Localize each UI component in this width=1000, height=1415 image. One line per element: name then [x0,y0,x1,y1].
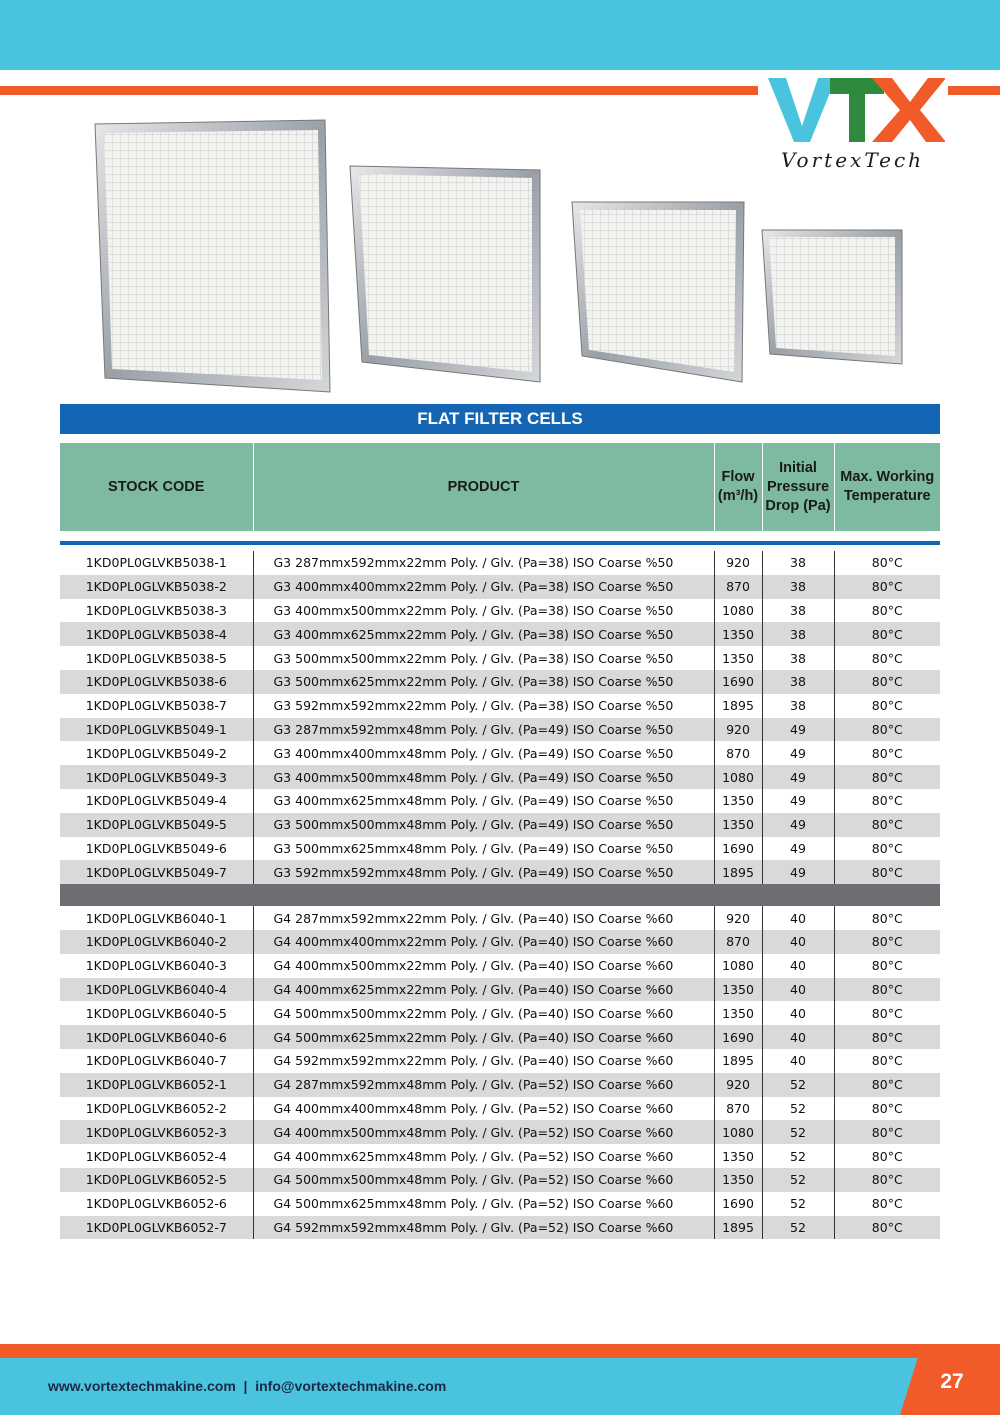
stock-code-cell: 1KD0PL0GLVKB5038-2 [60,575,253,599]
temperature-cell: 80°C [834,1120,940,1144]
table-row [60,694,940,718]
temperature-cell: 80°C [834,1049,940,1073]
stock-code-cell: 1KD0PL0GLVKB6052-4 [85,1148,227,1164]
stock-code-cell: 1KD0PL0GLVKB5038-3 [85,602,227,618]
filter-cell-large [95,120,330,392]
table-row [60,978,940,1002]
product-cell: G3 500mmx500mmx22mm Poly. / Glv. (Pa=38) ISO Coarse %50 [253,646,714,670]
table-row [60,860,940,884]
flow-cell: 870 [714,930,762,954]
product-cell: G4 500mmx625mmx48mm Poly. / Glv. (Pa=52) ISO Coarse %60 [253,1192,714,1216]
product-cell: G4 400mmx500mmx48mm Poly. / Glv. (Pa=52) ISO Coarse %60 [253,1120,714,1144]
product-cell: G4 592mmx592mmx22mm Poly. / Glv. (Pa=40) ISO Coarse %60 [253,1049,714,1073]
pressure-drop-cell: 49 [762,837,834,861]
stock-code-cell: 1KD0PL0GLVKB6040-1 [85,910,227,926]
table-row [60,718,940,742]
table-row [60,622,940,646]
stock-code-cell: 1KD0PL0GLVKB5049-2 [85,745,227,761]
flat-filter-cells-table [60,443,940,1239]
pressure-drop-cell: 49 [762,741,834,765]
temperature-cell: 80°C [834,646,940,670]
stock-code-cell: 1KD0PL0GLVKB6040-6 [60,1025,253,1049]
filter-cell-smallest [762,230,902,364]
stock-code-cell: 1KD0PL0GLVKB6040-4 [60,978,253,1002]
product-cell: G3 400mmx400mmx48mm Poly. / Glv. (Pa=49) ISO Coarse %50 [253,741,714,765]
header-temp-line2: Temperature [843,488,931,504]
flow-cell: 1690 [714,837,762,861]
pressure-drop-cell: 38 [762,551,834,575]
table-row [60,1097,940,1121]
temperature-cell: 80°C [834,1144,940,1168]
flow-cell: 1350 [714,646,762,670]
table-row [60,1120,940,1144]
flow-cell: 1080 [714,1120,762,1144]
flow-cell: 870 [714,741,762,765]
table-header-row [60,443,940,531]
temperature-cell: 80°C [834,1073,940,1097]
stock-code-cell: 1KD0PL0GLVKB6040-3 [85,958,227,974]
pressure-drop-cell: 40 [762,978,834,1002]
pressure-drop-cell: 52 [762,1073,834,1097]
filter-cell-medium [350,166,540,382]
product-cell: G3 592mmx592mmx48mm Poly. / Glv. (Pa=49) ISO Coarse %50 [253,860,714,884]
table-row [60,906,940,930]
temperature-cell: 80°C [834,813,940,837]
temperature-cell: 80°C [834,837,940,861]
pressure-drop-cell: 49 [762,860,834,884]
flow-cell: 1895 [714,694,762,718]
temperature-cell: 80°C [834,694,940,718]
table-row [60,1168,940,1192]
stock-code-cell: 1KD0PL0GLVKB6040-2 [60,930,253,954]
stock-code-cell: 1KD0PL0GLVKB6052-3 [60,1120,253,1144]
pressure-drop-cell: 40 [762,954,834,978]
pressure-drop-cell: 52 [762,1144,834,1168]
pressure-drop-cell: 38 [762,622,834,646]
temperature-cell: 80°C [834,930,940,954]
table-row [60,670,940,694]
pressure-drop-cell: 40 [762,1001,834,1025]
temperature-cell: 80°C [834,1025,940,1049]
table-row [60,1049,940,1073]
product-cell: G3 500mmx500mmx48mm Poly. / Glv. (Pa=49) ISO Coarse %50 [253,813,714,837]
temperature-cell: 80°C [834,954,940,978]
brand-name: VortexTech [780,148,925,172]
flow-cell: 1350 [714,789,762,813]
product-cell: G4 500mmx500mmx22mm Poly. / Glv. (Pa=40) ISO Coarse %60 [253,1001,714,1025]
temperature-cell: 80°C [834,670,940,694]
flow-cell: 1350 [714,1144,762,1168]
flow-cell: 1080 [714,765,762,789]
header-stock-code: STOCK CODE [60,443,253,531]
table-row [60,1025,940,1049]
header-pressure-line3: Drop (Pa) [765,497,831,514]
flow-cell: 1895 [714,1049,762,1073]
flat-filter-cells-product-image [80,110,920,400]
pressure-drop-cell: 52 [762,1216,834,1240]
pressure-drop-cell: 40 [762,906,834,930]
product-cell: G4 400mmx625mmx22mm Poly. / Glv. (Pa=40) ISO Coarse %60 [253,978,714,1002]
pressure-drop-cell: 49 [762,813,834,837]
header-pressure-line2: Pressure [766,478,830,495]
temperature-cell: 80°C [834,741,940,765]
flow-cell: 1690 [714,1025,762,1049]
stock-code-cell: 1KD0PL0GLVKB6052-7 [60,1216,253,1240]
temperature-cell: 80°C [834,1216,940,1240]
group-divider [60,884,940,906]
header-product: PRODUCT [253,443,714,531]
flow-cell: 1690 [714,670,762,694]
product-cell: G3 400mmx500mmx48mm Poly. / Glv. (Pa=49) ISO Coarse %50 [253,765,714,789]
header-pressure-line1: Initial [779,459,817,476]
product-cell: G3 287mmx592mmx22mm Poly. / Glv. (Pa=38) ISO Coarse %50 [253,551,714,575]
header-accent-line-left [0,86,758,95]
table-row [60,599,940,623]
product-cell: G4 287mmx592mmx22mm Poly. / Glv. (Pa=40) ISO Coarse %60 [253,906,714,930]
table-row [60,1073,940,1097]
header-accent-line-right [948,86,1000,95]
pressure-drop-cell: 40 [762,930,834,954]
product-cell: G4 400mmx400mmx22mm Poly. / Glv. (Pa=40) ISO Coarse %60 [253,930,714,954]
flow-cell: 1895 [714,1216,762,1240]
flow-cell: 920 [714,1073,762,1097]
stock-code-cell: 1KD0PL0GLVKB5038-6 [60,670,253,694]
table-row [60,765,940,789]
temperature-cell: 80°C [834,789,940,813]
product-cell: G4 500mmx500mmx48mm Poly. / Glv. (Pa=52) ISO Coarse %60 [253,1168,714,1192]
product-cell: G3 400mmx400mmx22mm Poly. / Glv. (Pa=38) ISO Coarse %50 [253,575,714,599]
stock-code-cell: 1KD0PL0GLVKB6052-5 [60,1168,253,1192]
header-flow [714,443,762,531]
pressure-drop-cell: 52 [762,1120,834,1144]
temperature-cell: 80°C [834,978,940,1002]
stock-code-cell: 1KD0PL0GLVKB6052-2 [85,1100,227,1116]
pressure-drop-cell: 49 [762,765,834,789]
pressure-drop-cell: 52 [762,1192,834,1216]
product-cell: G3 400mmx625mmx22mm Poly. / Glv. (Pa=38) ISO Coarse %50 [253,622,714,646]
pressure-drop-cell: 38 [762,646,834,670]
flow-cell: 1350 [714,813,762,837]
flow-cell: 1350 [714,622,762,646]
section-title: FLAT FILTER CELLS [60,404,940,434]
stock-code-cell: 1KD0PL0GLVKB6052-1 [60,1073,253,1097]
pressure-drop-cell: 40 [762,1049,834,1073]
table-spacer [60,531,940,541]
pressure-drop-cell: 49 [762,789,834,813]
table-row [60,741,940,765]
header-temp-line1: Max. Working [840,469,935,485]
stock-code-cell: 1KD0PL0GLVKB5038-4 [60,622,253,646]
stock-code-cell: 1KD0PL0GLVKB6040-7 [85,1053,227,1069]
temperature-cell: 80°C [834,1192,940,1216]
header-flow-line2: (m³/h) [717,488,759,504]
table-row [60,813,940,837]
temperature-cell: 80°C [834,1168,940,1192]
flow-cell: 1350 [714,978,762,1002]
temperature-cell: 80°C [834,599,940,623]
table-row [60,1144,940,1168]
flow-cell: 920 [714,718,762,742]
product-cell: G3 400mmx625mmx48mm Poly. / Glv. (Pa=49) ISO Coarse %50 [253,789,714,813]
pressure-drop-cell: 49 [762,718,834,742]
stock-code-cell: 1KD0PL0GLVKB5049-1 [60,718,253,742]
temperature-cell: 80°C [834,1001,940,1025]
stock-code-cell: 1KD0PL0GLVKB5049-3 [60,765,253,789]
header-initial-pressure-drop [762,443,834,531]
flow-cell: 1080 [714,599,762,623]
table-row [60,930,940,954]
table-row [60,575,940,599]
temperature-cell: 80°C [834,906,940,930]
table-row [60,646,940,670]
flow-cell: 920 [714,906,762,930]
table-row [60,1001,940,1025]
stock-code-cell: 1KD0PL0GLVKB5049-5 [60,813,253,837]
page-number: 27 [940,1370,964,1393]
header-band [0,0,1000,70]
flow-cell: 920 [714,551,762,575]
table-row [60,954,940,978]
flow-cell: 870 [714,1097,762,1121]
table-row [60,789,940,813]
product-cell: G4 500mmx625mmx22mm Poly. / Glv. (Pa=40) ISO Coarse %60 [253,1025,714,1049]
stock-code-cell: 1KD0PL0GLVKB6040-5 [85,1005,227,1021]
temperature-cell: 80°C [834,622,940,646]
table-row [60,1192,940,1216]
pressure-drop-cell: 38 [762,670,834,694]
stock-code-cell: 1KD0PL0GLVKB5038-7 [85,698,227,714]
pressure-drop-cell: 38 [762,575,834,599]
stock-code-cell: 1KD0PL0GLVKB5049-4 [85,793,227,809]
product-cell: G3 592mmx592mmx22mm Poly. / Glv. (Pa=38) ISO Coarse %50 [253,694,714,718]
stock-code-cell: 1KD0PL0GLVKB5038-1 [85,555,227,571]
pressure-drop-cell: 52 [762,1168,834,1192]
product-cell: G4 400mmx500mmx22mm Poly. / Glv. (Pa=40) ISO Coarse %60 [253,954,714,978]
table-row [60,837,940,861]
stock-code-cell: 1KD0PL0GLVKB5049-7 [60,860,253,884]
table-row [60,1216,940,1240]
product-cell: G4 400mmx400mmx48mm Poly. / Glv. (Pa=52) ISO Coarse %60 [253,1097,714,1121]
stock-code-cell: 1KD0PL0GLVKB5038-5 [85,650,227,666]
temperature-cell: 80°C [834,718,940,742]
stock-code-cell: 1KD0PL0GLVKB5049-6 [85,840,227,856]
pressure-drop-cell: 38 [762,694,834,718]
product-cell: G4 592mmx592mmx48mm Poly. / Glv. (Pa=52) ISO Coarse %60 [253,1216,714,1240]
pressure-drop-cell: 38 [762,599,834,623]
product-cell: G3 500mmx625mmx22mm Poly. / Glv. (Pa=38) ISO Coarse %50 [253,670,714,694]
flow-cell: 1895 [714,860,762,884]
stock-code-cell: 1KD0PL0GLVKB6052-6 [85,1196,227,1212]
temperature-cell: 80°C [834,575,940,599]
flow-cell: 1080 [714,954,762,978]
filter-cell-small [572,202,744,382]
header-flow-line1: Flow [721,469,755,485]
temperature-cell: 80°C [834,1097,940,1121]
product-cell: G4 287mmx592mmx48mm Poly. / Glv. (Pa=52) ISO Coarse %60 [253,1073,714,1097]
temperature-cell: 80°C [834,860,940,884]
footer-accent-band [0,1344,1000,1358]
temperature-cell: 80°C [834,765,940,789]
product-cell: G3 287mmx592mmx48mm Poly. / Glv. (Pa=49) ISO Coarse %50 [253,718,714,742]
pressure-drop-cell: 40 [762,1025,834,1049]
flow-cell: 1350 [714,1168,762,1192]
table-row [60,551,940,575]
flow-cell: 1690 [714,1192,762,1216]
pressure-drop-cell: 52 [762,1097,834,1121]
flow-cell: 1350 [714,1001,762,1025]
product-cell: G4 400mmx625mmx48mm Poly. / Glv. (Pa=52) ISO Coarse %60 [253,1144,714,1168]
flow-cell: 870 [714,575,762,599]
temperature-cell: 80°C [834,551,940,575]
footer-contact: www.vortextechmakine.com | info@vortextechmakine.com [48,1378,447,1394]
header-max-working-temperature [834,443,940,531]
product-cell: G3 400mmx500mmx22mm Poly. / Glv. (Pa=38) ISO Coarse %50 [253,599,714,623]
product-cell: G3 500mmx625mmx48mm Poly. / Glv. (Pa=49) ISO Coarse %50 [253,837,714,861]
